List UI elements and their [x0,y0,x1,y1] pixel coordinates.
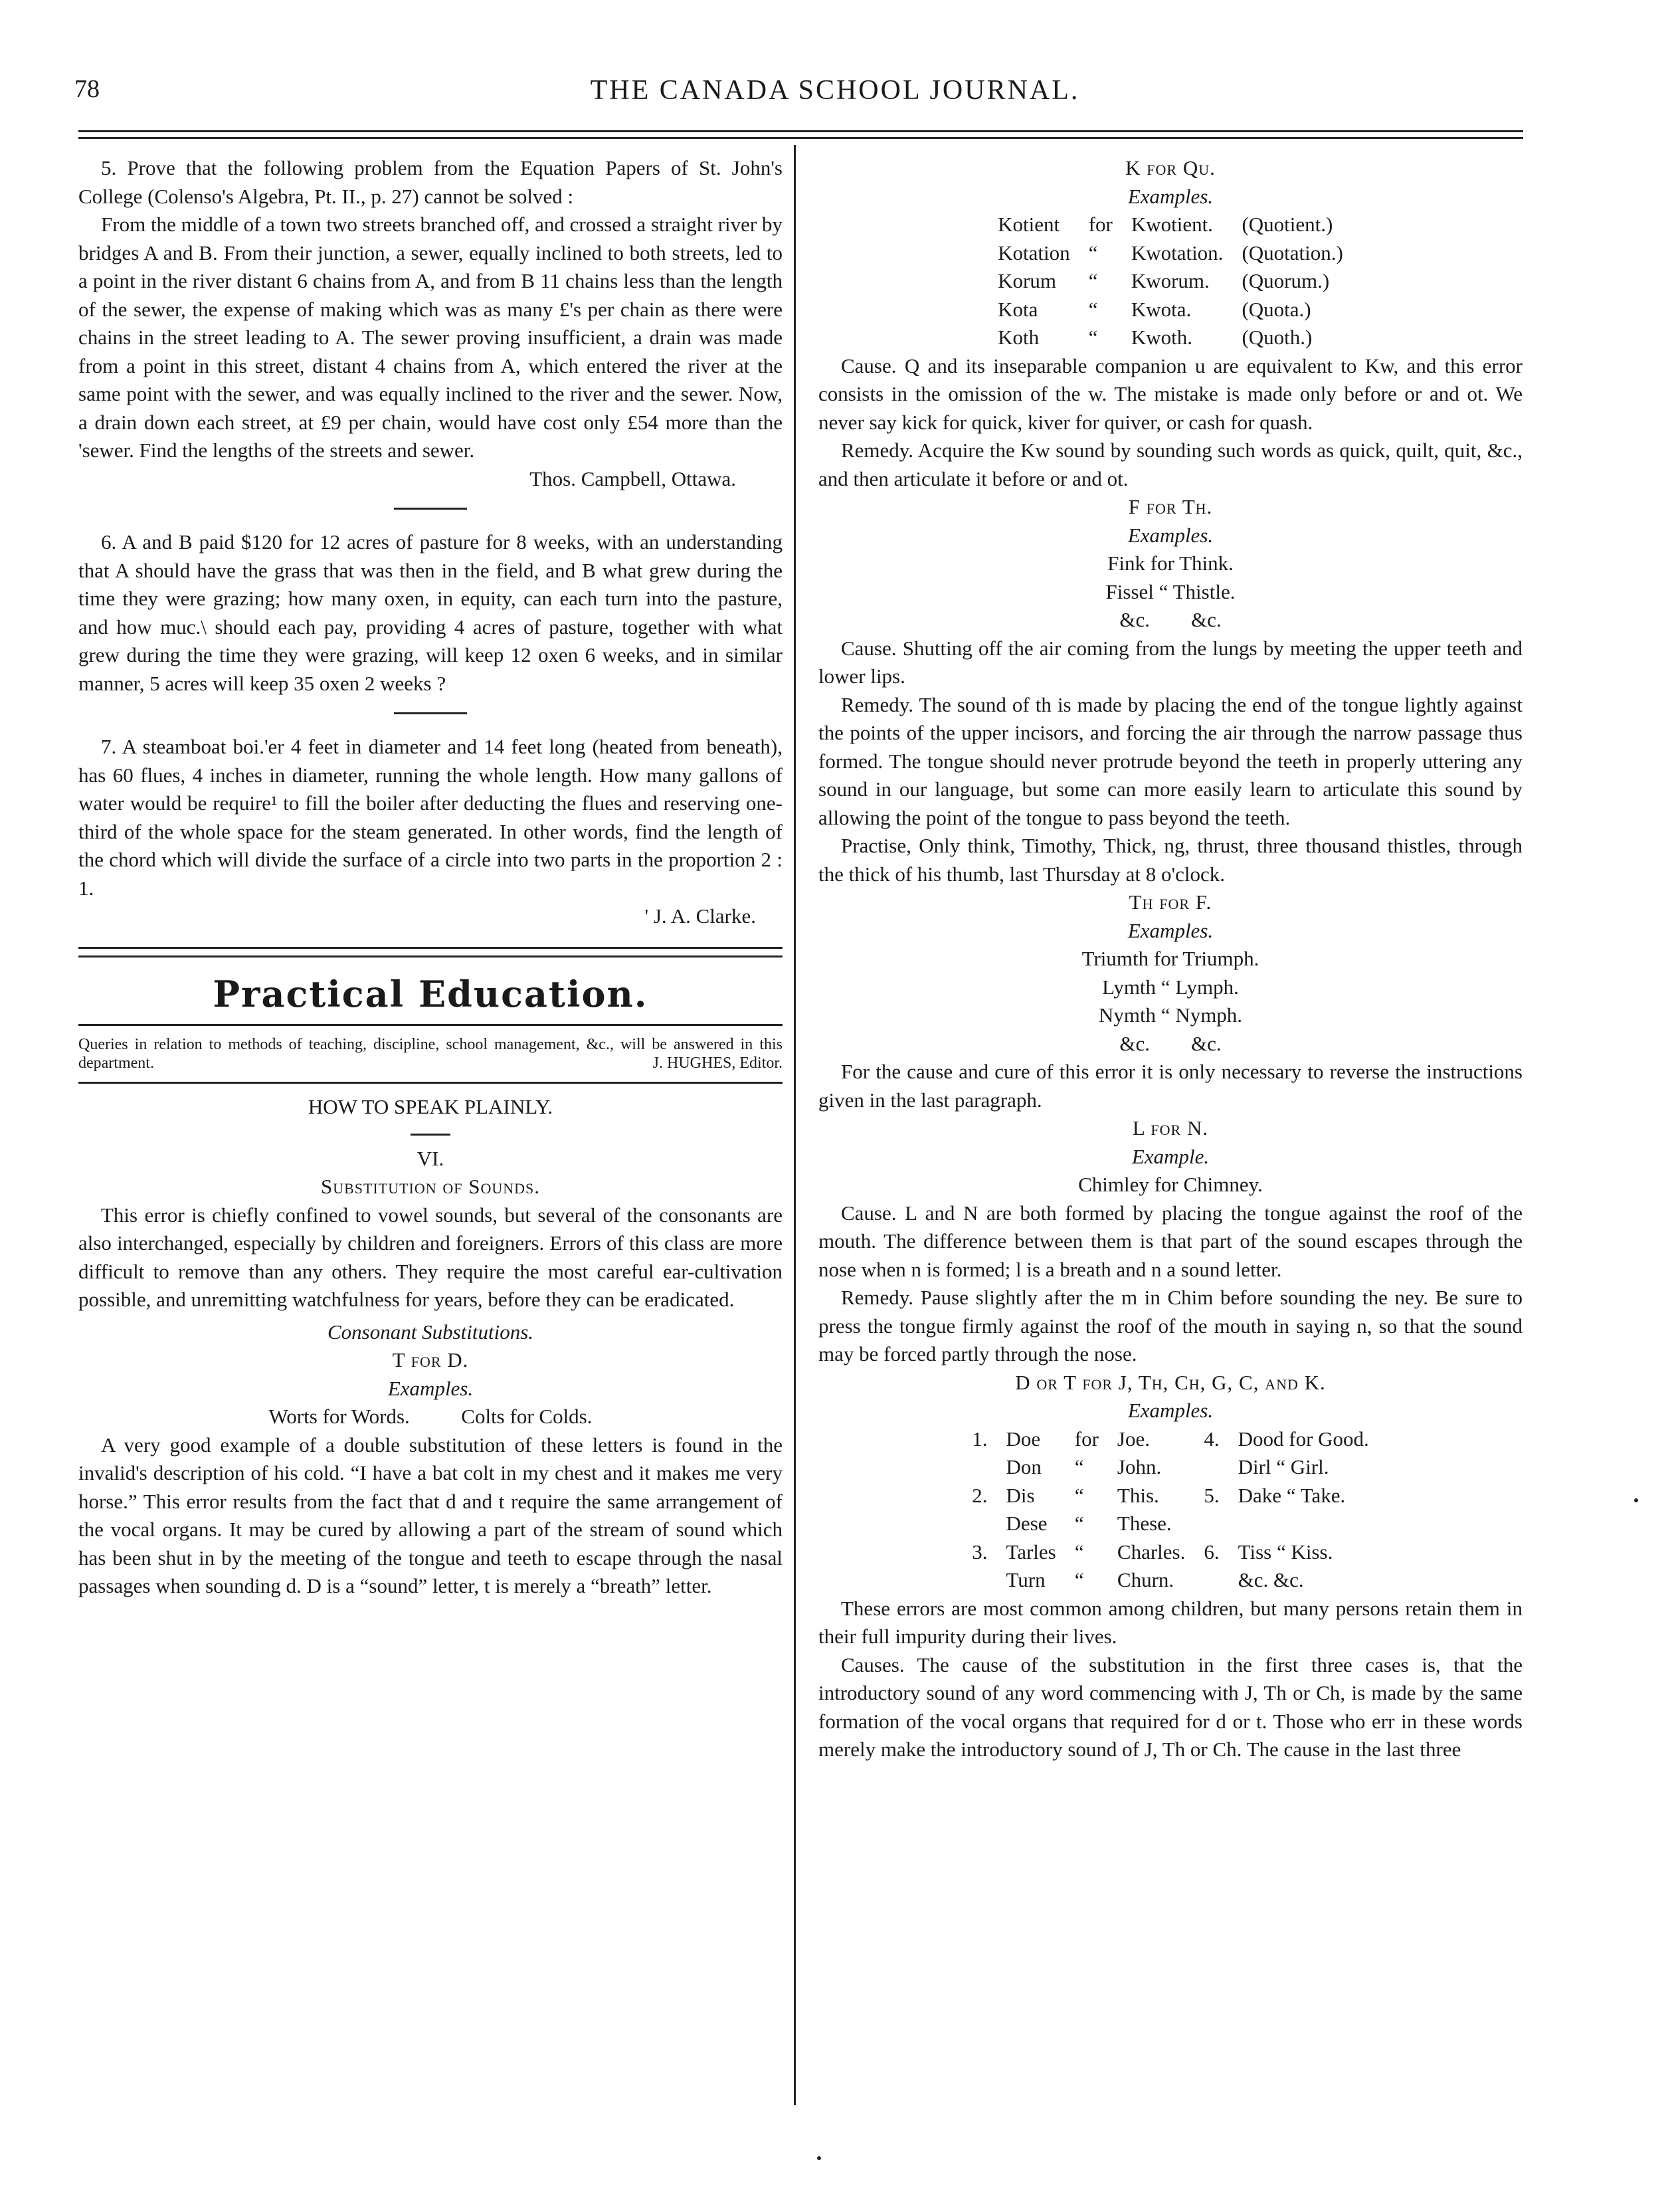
k-example-row-cell: (Quota.) [1242,297,1311,321]
k-example-row-cell: (Quotation.) [1242,241,1343,264]
d-example-row-cell: Don [1006,1455,1042,1478]
k-example-row-cell: Kwoth. [1131,326,1192,349]
article-part: VI. [417,1146,444,1170]
f-example-1: Fink for Think. [1107,552,1234,575]
k-example-row-cell: “ [1088,241,1098,264]
d-example-row [963,1425,1378,1454]
example-label: Example. [1131,1144,1210,1168]
d-example-row [963,1538,1378,1567]
d-example-row-cell: “ [1074,1512,1084,1535]
header-rule-1 [78,130,1523,132]
example-colds: Colts for Colds. [461,1405,593,1428]
k-example-row-cell: (Quorum.) [1242,269,1330,292]
d-example-row-cell: Dirl “ Girl. [1238,1455,1329,1478]
d-example-row-cell: Dis [1006,1483,1035,1507]
k-example-row-cell: Kwotation. [1131,241,1224,264]
k-example-row-cell: Kwota. [1131,297,1192,321]
d-examples-table [963,1425,1378,1595]
page-mark [817,2156,821,2160]
d-example-row-cell: Tiss “ Kiss. [1238,1540,1333,1563]
l-remedy: Remedy. Pause slightly after the m in Chim before sounding the ney. Be sure to press the tongue firmly against the roof of the mouth in saying n, so that the sound may be forced partly through the nose. [818,1286,1523,1365]
journal-title: THE CANADA SCHOOL JOURNAL. [590,75,1080,106]
k-example-row [988,239,1352,268]
page-mark [1634,1498,1638,1502]
d-example-row-cell: Turn [1006,1568,1046,1591]
section-title: Practical Education. [213,972,648,1015]
right-column [818,154,1523,1764]
separator [394,508,467,510]
editor-credit: J. HUGHES, Editor. [652,1055,783,1072]
d-example-row-cell: “ [1074,1540,1084,1563]
queries-note [78,1035,783,1072]
th-text: For the cause and cure of this error it is only necessary to reverse the instructions given in the last paragraph. [818,1060,1523,1112]
examples-label: Examples. [1127,918,1214,942]
d-text: These errors are most common among children, but many persons retain them in their full impurity during their lives. [818,1596,1523,1648]
d-example-row-cell: This. [1117,1483,1159,1507]
t-for-d-examples [78,1403,783,1431]
t-for-d-heading: T for D. [392,1348,469,1371]
d-example-row-cell: 6. [1204,1540,1220,1563]
l-cause: Cause. L and N are both formed by placing the tongue against the roof of the mouth. The difference between them is that part of the sound escapes through the nose when n is formed; l is a breath and n a sound letter. [818,1201,1523,1281]
d-example-row-cell: Doe [1006,1427,1041,1451]
d-example-row-cell: 4. [1204,1427,1220,1451]
l-for-n-heading: L for N. [1132,1116,1209,1140]
k-example-row-cell: Korum [998,269,1056,292]
d-example-row-cell: &c. &c. [1238,1568,1304,1591]
consonant-heading: Consonant Substitutions. [327,1320,534,1344]
examples-label: Examples. [1127,184,1214,208]
l-example: Chimley for Chimney. [1078,1173,1263,1196]
k-example-row-cell: Kotation [998,241,1070,264]
queries-text: Queries in relation to methods of teaching, discipline, school management, &c., will be answered in this department. [78,1036,783,1072]
k-example-row-cell: Kwotient. [1131,213,1213,236]
k-example-row [988,324,1352,352]
d-example-row-cell: Churn. [1117,1568,1174,1591]
d-example-row-cell: Dese [1006,1512,1048,1535]
th-for-f-heading: Th for F. [1129,890,1212,914]
separator [394,712,467,714]
k-for-qu-heading: K for Qu. [1125,156,1216,179]
signature-campbell: Thos. Campbell, Ottawa. [529,466,736,490]
th-example-3: Nymth “ Nymph. [1098,1003,1243,1027]
f-for-th-heading: F for Th. [1128,495,1213,518]
column-divider [794,145,796,2105]
k-example-row-cell: (Quotient.) [1242,213,1333,236]
k-remedy: Remedy. Acquire the Kw sound by sounding such words as quick, quilt, quit, &c., and then articulate it before or and ot. [818,439,1523,490]
d-example-row-cell [963,1510,996,1538]
left-column [78,154,783,1601]
d-example-row-cell [1229,1510,1378,1538]
d-example-row-cell: Charles. [1117,1540,1186,1563]
section-double-rule [78,947,783,957]
k-example-row-cell: “ [1088,326,1098,349]
d-example-row-cell: “ [1074,1568,1084,1591]
problem-7: 7. A steamboat boi.'er 4 feet in diameter and 14 feet long (heated from beneath), has 60 flues, 4 inches in diameter, running the whole length. How many gallons of water would be require¹ to fill the boiler after deducting the flues and reserving one-third of the whole space for the steam generated. In other words, find the length of the chord which will divide the surface of a circle into two parts in the proportion 2 : 1. [78,735,783,900]
d-example-row [963,1510,1378,1538]
d-causes: Causes. The cause of the substitution in the first three cases is, that the introductory sound of any word commencing with J, Th or Ch, is made by the same formation of the vocal organs that required for d or t. Those who err in these words merely make the introductory sound of J, Th or Ch. The cause in the last three [818,1653,1523,1761]
d-example-row-cell: 1. [972,1427,988,1451]
f-example-3: &c. &c. [1119,608,1222,631]
k-example-row-cell: Kota [998,297,1038,321]
k-example-row-cell: Koth [998,326,1040,349]
d-or-t-heading: D or T for J, Th, Ch, G, C, and K. [1015,1370,1326,1394]
article-title: HOW TO SPEAK PLAINLY. [308,1095,553,1118]
f-example-2: Fissel “ Thistle. [1105,579,1236,603]
k-example-row-cell: (Quoth.) [1242,326,1313,349]
d-example-row [963,1482,1378,1510]
k-example-row [988,296,1352,324]
d-example-row-cell: 5. [1204,1483,1220,1507]
k-example-row-cell: for [1088,213,1113,236]
k-example-row [988,211,1352,239]
intro-paragraph: This error is chiefly confined to vowel sounds, but several of the consonants are also interchanged, especially by children and foreigners. Errors of this class are more difficult to remove than any others. They require the most careful ear-cultivation possible, and unremitting watchfulness for years, before they can be eradicated. [78,1203,783,1311]
d-example-row-cell [963,1453,996,1482]
page-number: 78 [74,75,100,103]
k-example-row-cell: Kotient [998,213,1060,236]
problem-5-body: From the middle of a town two streets branched off, and crossed a straight river by bridges A and B. From their junction, a sewer, equally inclined to both streets, led to a point in the river distant 6 chains from A, and from B 11 chains less than the length of the sewer, the expense of making which was as many £'s per chain as there were chains in the street leading to A. The sewer proving insufficient, a drain was made from a point in this street, distant 4 chains from A, which entered the river at the same point with the sewer, and was equally inclined to the river and the sewer. Now, a drain down each street, at £9 per chain, would have cost only £54 more than the 'sewer. Find the lengths of the streets and sewer. [78,213,783,462]
problem-5: 5. Prove that the following problem from the Equation Papers of St. John's College (Colenso's Algebra, Pt. II., p. 27) cannot be solved : [78,156,783,208]
examples-label: Examples. [1127,1399,1214,1422]
d-example-row-cell: John. [1117,1455,1162,1478]
examples-label: Examples. [1127,523,1214,547]
d-example-row-cell: “ [1074,1483,1084,1507]
signature-clarke: ' J. A. Clarke. [644,904,756,928]
th-example-4: &c. &c. [1119,1031,1222,1055]
d-example-row-cell: 2. [972,1483,988,1507]
k-examples-table [988,211,1352,352]
d-example-row-cell: These. [1117,1512,1172,1535]
header-rule-2 [78,137,1523,139]
d-example-row-cell: Dood for Good. [1238,1427,1369,1451]
th-example-2: Lymth “ Lymph. [1102,975,1239,999]
d-example-row-cell [1194,1453,1228,1482]
th-example-1: Triumth for Triumph. [1081,947,1259,970]
section-rule [78,1024,783,1026]
d-example-row-cell: 3. [972,1540,988,1563]
d-example-row-cell: for [1074,1427,1099,1451]
example-words: Worts for Words. [268,1405,410,1428]
separator [411,1134,450,1136]
d-example-row-cell [963,1566,996,1595]
t-for-d-text: A very good example of a double substitution of these letters is found in the invalid's description of his cold. “I have a bat colt in my chest and it makes me very horse.” This error results from the fact that d and t require the same arrangement of the vocal organs. It may be cured by allowing a part of the stream of sound which has been shut in by the meeting of the tongue and teeth to escape through the nasal passages when sounding d. D is a “sound” letter, t is merely a “breath” letter. [78,1433,783,1597]
practise-text: Practise, Only think, Timothy, Thick, ng, thrust, three thousand thistles, through the thick of his thumb, last Thursday at 8 o'clock. [818,834,1523,886]
k-cause: Cause. Q and its inseparable companion u are equivalent to Kw, and this error consists in the omission of the w. The mistake is made only before or and ot. We never say kick for quick, kiver for quiver, or cash for quash. [818,353,1523,434]
d-example-row-cell: Tarles [1006,1540,1056,1563]
f-remedy: Remedy. The sound of th is made by placing the end of the tongue lightly against the points of the upper incisors, and forcing the air through the narrow passage thus formed. The tongue should never protrude beyond the teeth in properly uttering any sound in our language, but some can more easily learn to articulate this sound by allowing the point of the tongue to pass beyond the teeth. [818,692,1523,829]
k-example-row-cell: Kworum. [1131,269,1210,292]
d-example-row-cell [1194,1510,1228,1538]
d-example-row [963,1453,1378,1482]
d-example-row [963,1566,1378,1595]
section-rule [78,1082,783,1084]
d-example-row-cell: Dake “ Take. [1238,1483,1346,1507]
d-example-row-cell [1194,1566,1228,1595]
d-example-row-cell: Joe. [1117,1427,1150,1451]
k-example-row-cell: “ [1088,269,1098,292]
k-example-row [988,267,1352,296]
d-example-row-cell: “ [1074,1455,1084,1478]
subheading-substitution: Substitution of Sounds. [320,1175,541,1198]
examples-label: Examples. [387,1376,474,1400]
f-cause: Cause. Shutting off the air coming from the lungs by meeting the upper teeth and lower lips. [818,636,1523,688]
problem-6: 6. A and B paid $120 for 12 acres of pasture for 8 weeks, with an understanding that A should have the grass that was then in the field, and B what grew during the time they were grazing; how many oxen, in equity, can each turn into the pasture, and how muc.\ should each pay, providing 4 acres of pasture, together with what grew during the time they were grazing, will keep 12 oxen 6 weeks, and in similar manner, 5 acres will keep 35 oxen 2 weeks ? [78,530,783,695]
k-example-row-cell: “ [1088,297,1098,321]
